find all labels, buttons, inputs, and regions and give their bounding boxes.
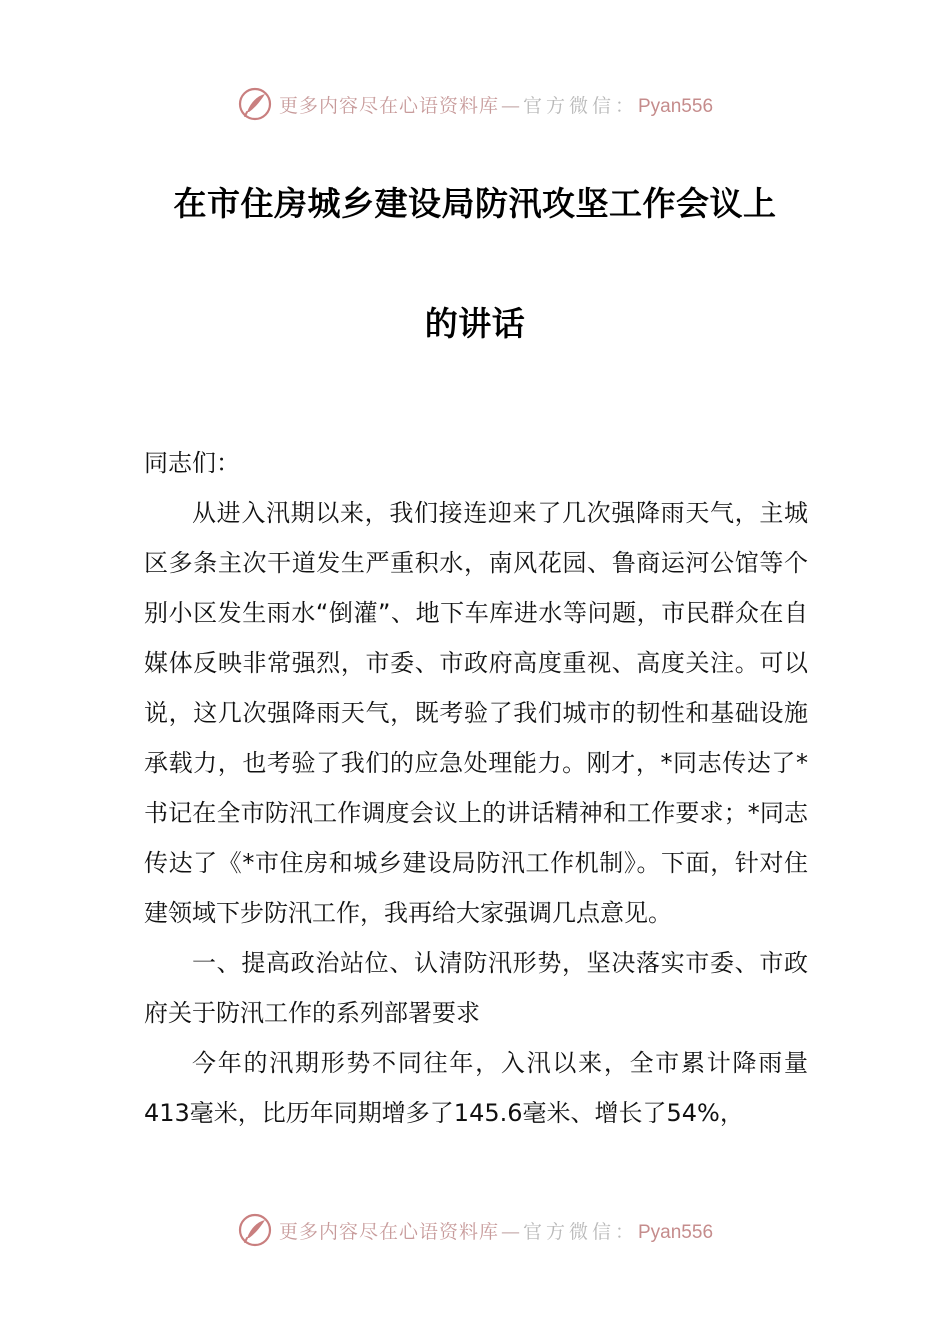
watermark-dash: —	[500, 1220, 521, 1243]
watermark-text	[279, 1217, 713, 1244]
watermark-account-id: Pyan556	[638, 1221, 714, 1243]
watermark-dash: —	[500, 94, 521, 117]
quill-pen-logo-icon	[237, 86, 273, 122]
watermark-official-label: 官方微信：	[522, 94, 638, 117]
document-title-line1: 在市住房城乡建设局防汛攻坚工作会议上	[173, 184, 777, 223]
section-heading: 一、提高政治站位、认清防汛形势，坚决落实市委、市政府关于防汛工作的系列部署要求	[144, 949, 808, 1027]
footer-watermark	[0, 1210, 950, 1250]
quill-pen-logo-icon	[237, 1212, 273, 1248]
watermark-site-text: 更多内容尽在心语资料库	[278, 94, 499, 117]
watermark-site-text: 更多内容尽在心语资料库	[278, 1220, 499, 1243]
document-body	[144, 438, 808, 1138]
watermark-account-id: Pyan556	[638, 95, 714, 117]
body-paragraph: 从进入汛期以来，我们接连迎来了几次强降雨天气，主城区多条主次干道发生严重积水，南风花园、鲁商运河公馆等个别小区发生雨水“倒灌”、地下车库进水等问题，市民群众在自媒体反映非常强烈，市委、市政府高度重视、高度关注。可以说，这几次强降雨天气，既考验了我们城市的韧性和基础设施承载力，也考验了我们的应急处理能力。刚才，*同志传达了*书记在全市防汛工作调度会议上的讲话精神和工作要求；*同志传达了《*市住房和城乡建设局防汛工作机制》。下面，针对住建领域下步防汛工作，我再给大家强调几点意见。	[144, 499, 808, 927]
document-title-line2: 的讲话	[424, 304, 526, 343]
header-watermark	[0, 84, 950, 124]
body-paragraph: 今年的汛期形势不同往年，入汛以来，全市累计降雨量413毫米，比历年同期增多了145.6毫米、增长了54%，	[144, 1049, 808, 1127]
watermark-text	[279, 91, 713, 118]
salutation: 同志们：	[144, 449, 240, 477]
watermark-official-label: 官方微信：	[522, 1220, 638, 1243]
